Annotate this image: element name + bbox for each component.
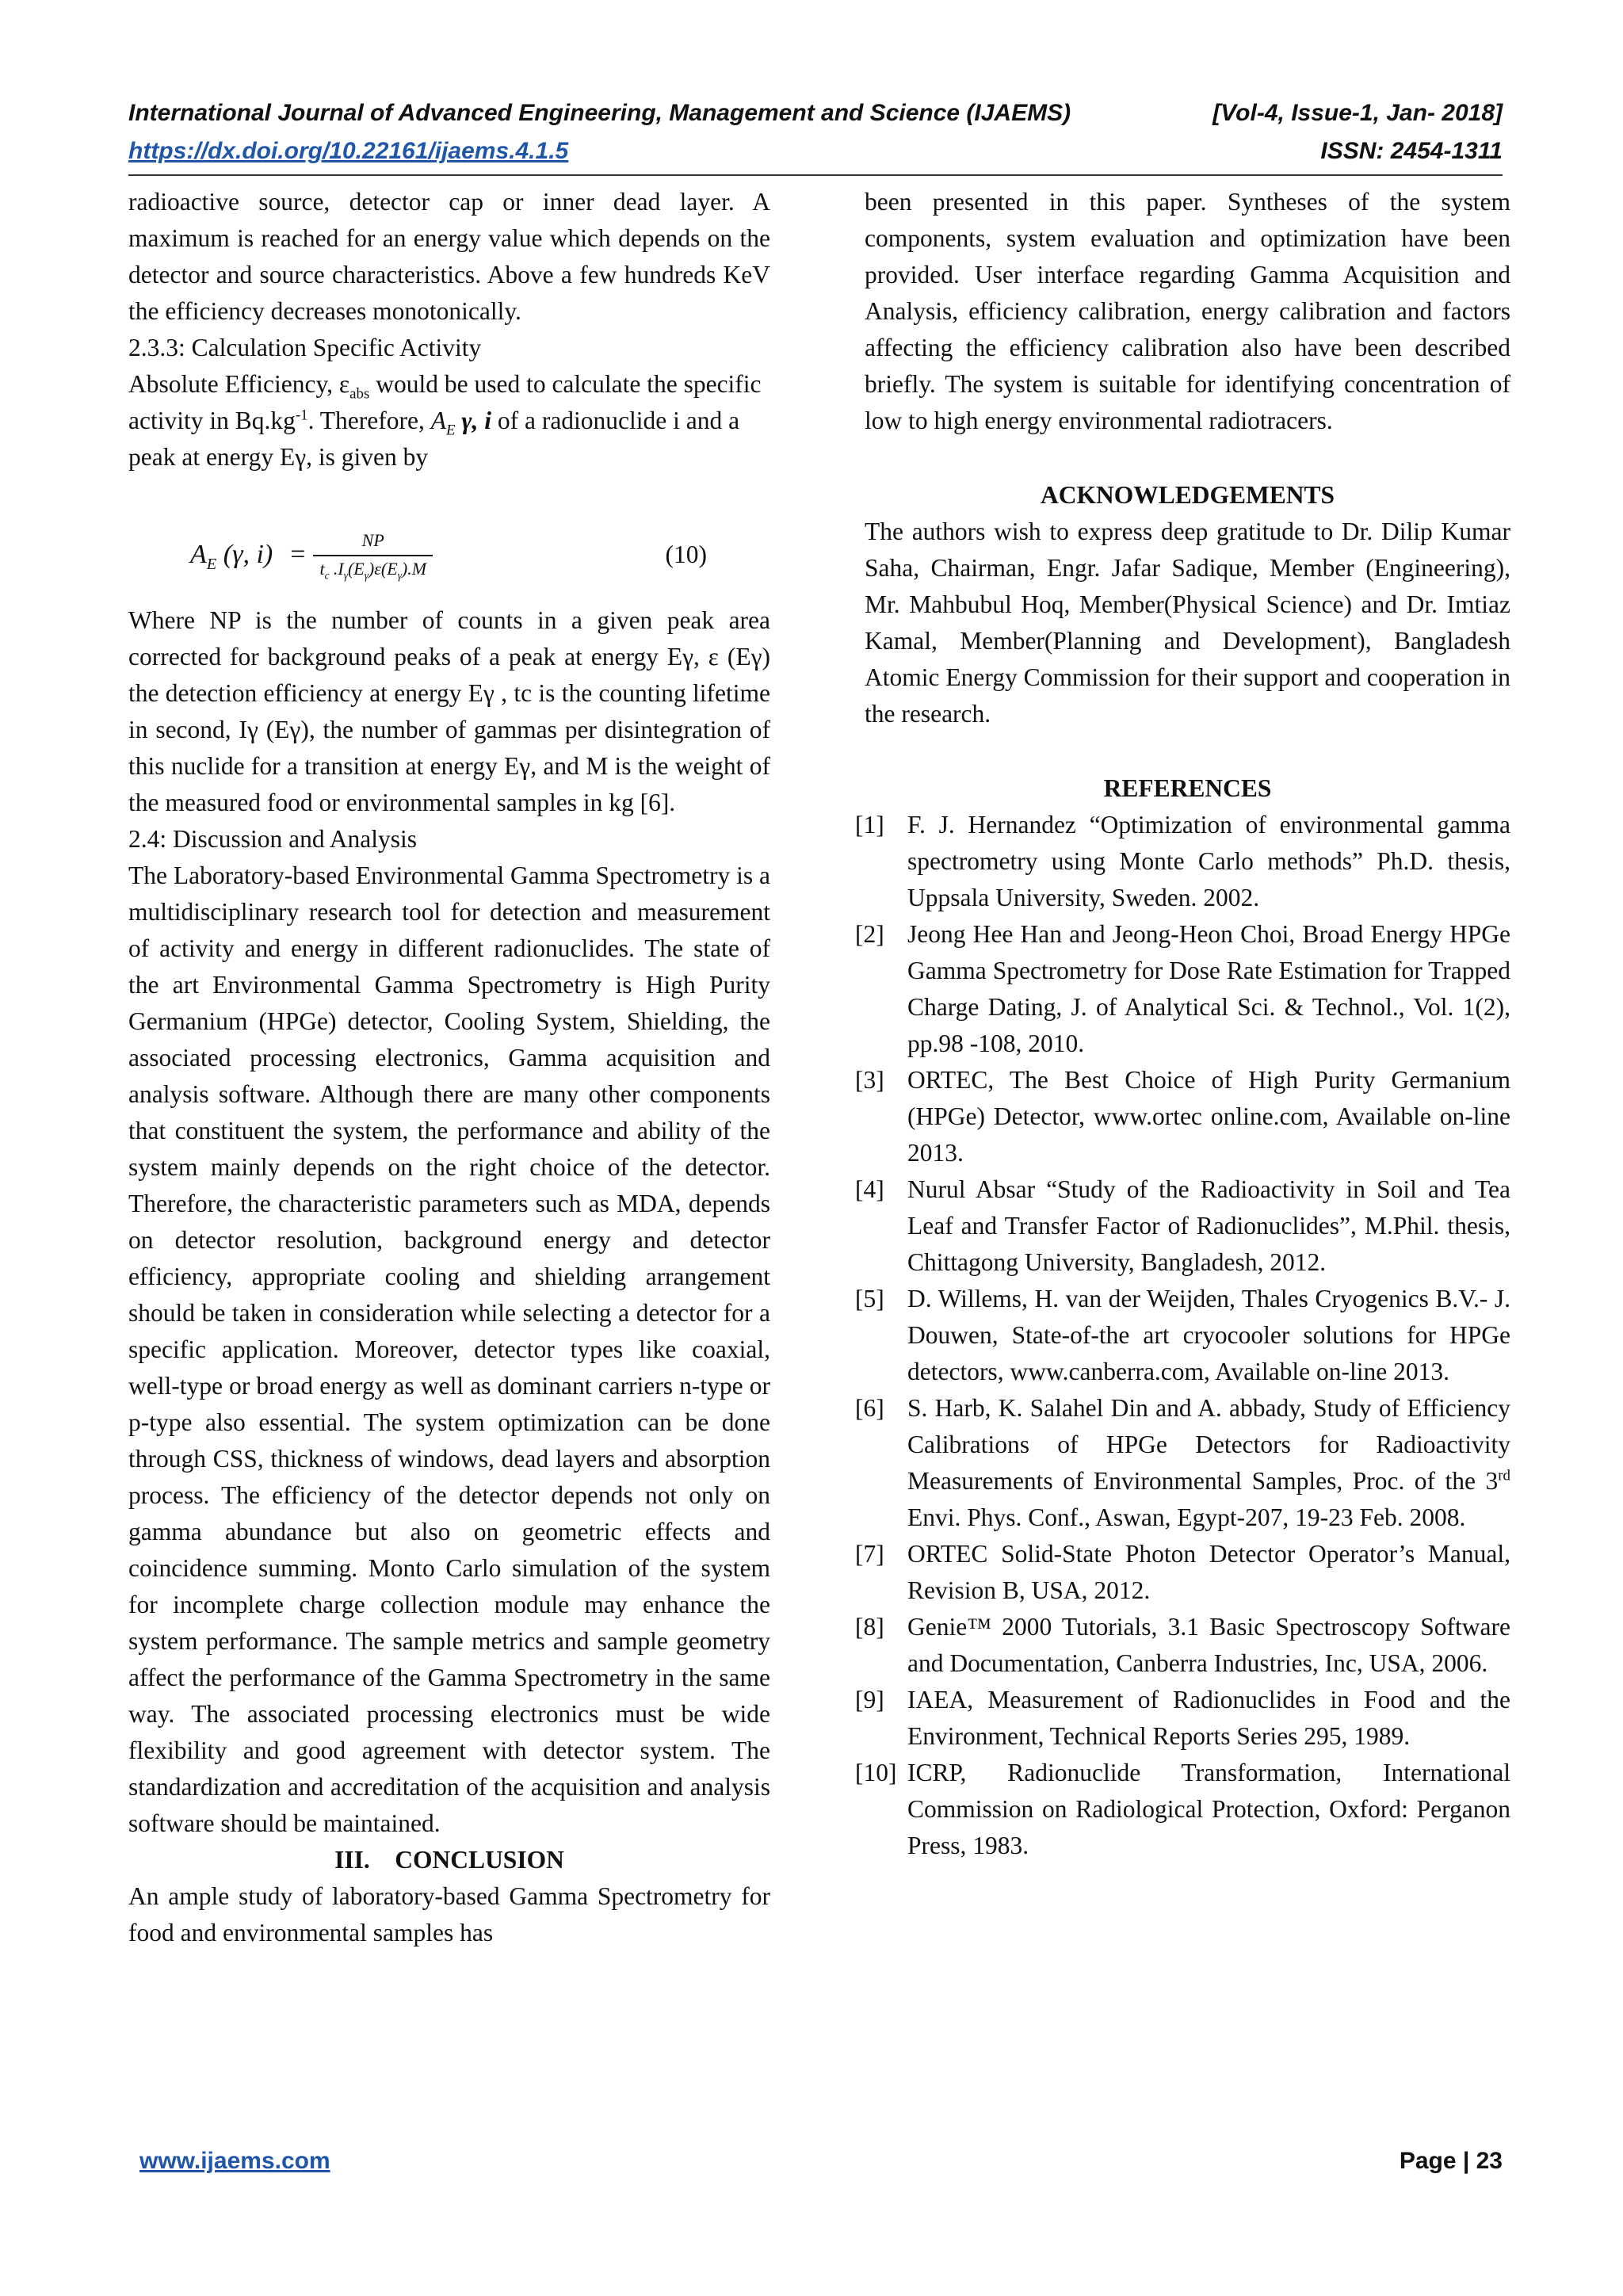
d: c [324,569,330,582]
conclusion-title: III. CONCLUSION [334,1846,564,1874]
reference-item [855,1682,1510,1755]
sup: -1 [295,407,308,424]
math: γ, i [455,407,491,434]
d: γ [364,569,369,582]
fraction [319,529,426,580]
acknowledgements-title: ACKNOWLEDGEMENTS [1040,481,1335,509]
ref-text: F. J. Hernandez “Optimization of environmental gamma spectrometry using Monte Carlo methods” Ph.D. thesis, Uppsala University, Sweden. 2002. [907,811,1510,911]
eq-args: (γ, i) [216,540,273,569]
reference-item [855,916,1510,1062]
ref-number: [10] [855,1759,897,1786]
header-rule [128,174,1503,176]
equation-number: (10) [665,541,707,568]
math-sub: E [445,422,456,439]
d: γ [397,569,402,582]
equation-lhs [190,537,273,573]
text: Absolute Efficiency, ε [128,370,350,398]
reference-item [855,1171,1510,1281]
d: )ε(E [368,559,398,579]
reference-item [855,1536,1510,1609]
volume-issue: [Vol-4, Issue-1, Jan- 2018] [1212,100,1503,126]
ref-text: ORTEC, The Best Choice of High Purity Germanium (HPGe) Detector, www.ortec online.com, Available on-line 2013. [907,1066,1510,1167]
ref-sup: rd [1498,1467,1510,1484]
eq-sub: E [206,555,217,573]
references-title: REFERENCES [1103,774,1272,802]
ref-number: [4] [855,1175,884,1203]
d: t [319,559,325,579]
heading-2-4: 2.4: Discussion and Analysis [128,825,418,853]
paragraph-where: Where NP is the number of counts in a given peak area corrected for background peaks of a peak at energy Eγ, ε (Eγ) the detection efficiency at energy Eγ , tc is the counting lifetime in second, Iγ (Eγ), the number of gammas per disintegration of this nuclide for a transition at energy Eγ, and M is the weight of the measured food or environmental samples in kg [6]. [128,606,770,816]
text: would be used to calculate the specific activity in Bq.kg [128,370,762,434]
ref-number: [1] [855,811,884,839]
reference-item [855,807,1510,916]
ref-number: [5] [855,1285,884,1312]
reference-item [855,1609,1510,1682]
paragraph-efficiency: radioactive source, detector cap or inner dead layer. A maximum is reached for an energy value which depends on the detector and source characteristics. Above a few hundreds KeV the efficiency decreases monotonically. [128,188,770,325]
page-number: Page | 23 [1399,2148,1503,2174]
right-column [855,184,1510,1864]
reference-item [855,1281,1510,1390]
ref-text: Genie™ 2000 Tutorials, 3.1 Basic Spectroscopy Software and Documentation, Canberra Industries, Inc, USA, 2006. [907,1613,1510,1677]
numerator: NP [313,529,433,556]
paragraph-discussion: The Laboratory-based Environmental Gamma Spectrometry is a multidisciplinary research tool for detection and measurement of activity and energy in different radionuclides. The state of the art Environmental Gamma Spectrometry is High Purity Germanium (HPGe) detector, Cooling System, Shielding, the associated processing electronics, Gamma acquisition and analysis software. Although there are many other components that constituent the system, the performance and ability of the system mainly depends on the right choice of the detector. Therefore, the characteristic parameters such as MDA, depends on detector resolution, background energy and detector efficiency, appropriate cooling and shielding arrangement should be taken in consideration while selecting a detector for a specific application. Moreover, detector types like coaxial, well-type or broad energy as well as dominant carriers n-type or p-type also essential. The system optimization can be done through CSS, thickness of windows, dead layers and absorption process. The efficiency of the detector depends not only on gamma abundance but also on geometric effects and coincidence summing. Monto Carlo simulation of the system for incomplete charge collection module may enhance the system performance. The sample metrics and sample geometry affect the performance of the Gamma Spectrometry in the same way. The associated processing electronics must be wide flexibility and good agreement with detector system. The standardization and accreditation of the acquisition and analysis software should be maintained. [128,861,770,1837]
paragraph-specific-activity [128,366,770,476]
eq-sym: A [190,540,207,569]
ref-text [907,1390,1510,1536]
issn: ISSN: 2454-1311 [1320,138,1503,164]
doi-link[interactable]: https://dx.doi.org/10.22161/ijaems.4.1.5 [128,138,569,164]
references-list [855,807,1510,1864]
heading-2-3-3: 2.3.3: Calculation Specific Activity [128,334,482,361]
ref-number: [7] [855,1540,884,1568]
ref-text: Jeong Hee Han and Jeong-Heon Choi, Broad Energy HPGe Gamma Spectrometry for Dose Rate Estimation for Trapped Charge Dating, J. of Analytical Sci. & Technol., Vol. 1(2), pp.98 -108, 2010. [907,920,1510,1057]
ref-text-a: S. Harb, K. Salahel Din and A. abbady, Study of Efficiency Calibrations of HPGe Detectors for Radioactivity Measurements of Environmental Samples, Proc. of the 3 [907,1394,1510,1495]
reference-item [855,1390,1510,1536]
ref-text: Nurul Absar “Study of the Radioactivity in Soil and Tea Leaf and Transfer Factor of Radionuclides”, M.Phil. thesis, Chittagong University, Bangladesh, 2012. [907,1175,1510,1276]
paragraph-conclusion-end: been presented in this paper. Syntheses of the system components, system evaluation and optimization have been provided. User interface regarding Gamma Acquisition and Analysis, efficiency calibration, energy calibration and factors affecting the efficiency calibration also have been described briefly. The system is suitable for identifying concentration of low to high energy environmental radiotracers. [865,188,1510,434]
d: ).M [401,559,427,579]
ref-number: [2] [855,920,884,948]
acknowledgements-text: The authors wish to express deep gratitude to Dr. Dilip Kumar Saha, Chairman, Engr. Jafar Sadique, Member (Engineering), Mr. Mahbubul Hoq, Member(Physical Science) and Dr. Imtiaz Kamal, Member(Planning and Development), Bangladesh Atomic Energy Commission for their support and cooperation in the research. [865,518,1510,728]
ref-number: [6] [855,1394,884,1422]
d: .I [329,559,344,579]
journal-title: International Journal of Advanced Engineering, Management and Science (IJAEMS) [128,100,1071,126]
reference-item [855,1062,1510,1171]
left-column [128,184,770,1951]
d: (E [347,559,365,579]
ref-text: IAEA, Measurement of Radionuclides in Food and the Environment, Technical Reports Series 295, 1989. [907,1686,1510,1750]
text: . Therefore, [307,407,431,434]
equals-sign: = [290,540,306,569]
paragraph-conclusion-start: An ample study of laboratory-based Gamma Spectrometry for food and environmental samples has [128,1882,770,1946]
ref-text: ICRP, Radionuclide Transformation, International Commission on Radiological Protection, Oxford: Perganon Press, 1983. [907,1759,1510,1859]
ref-text: D. Willems, H. van der Weijden, Thales Cryogenics B.V.- J. Douwen, State-of-the art cryocooler solutions for HPGe detectors, www.canberra.com, Available on-line 2013. [907,1285,1510,1385]
text: of a radionuclide i and a peak at energy Eγ, is given by [128,407,740,471]
sub: abs [349,385,370,403]
ref-number: [3] [855,1066,884,1094]
d: γ [343,569,348,582]
denominator [319,556,426,580]
reference-item [855,1755,1510,1864]
ref-number: [9] [855,1686,884,1713]
ref-number: [8] [855,1613,884,1641]
math: A [430,407,446,434]
website-link[interactable]: www.ijaems.com [139,2148,330,2174]
ref-text-b: Envi. Phys. Conf., Aswan, Egypt-207, 19-23 Feb. 2008. [907,1503,1466,1531]
equation-10 [128,507,770,602]
ref-text: ORTEC Solid-State Photon Detector Operator’s Manual, Revision B, USA, 2012. [907,1540,1510,1604]
